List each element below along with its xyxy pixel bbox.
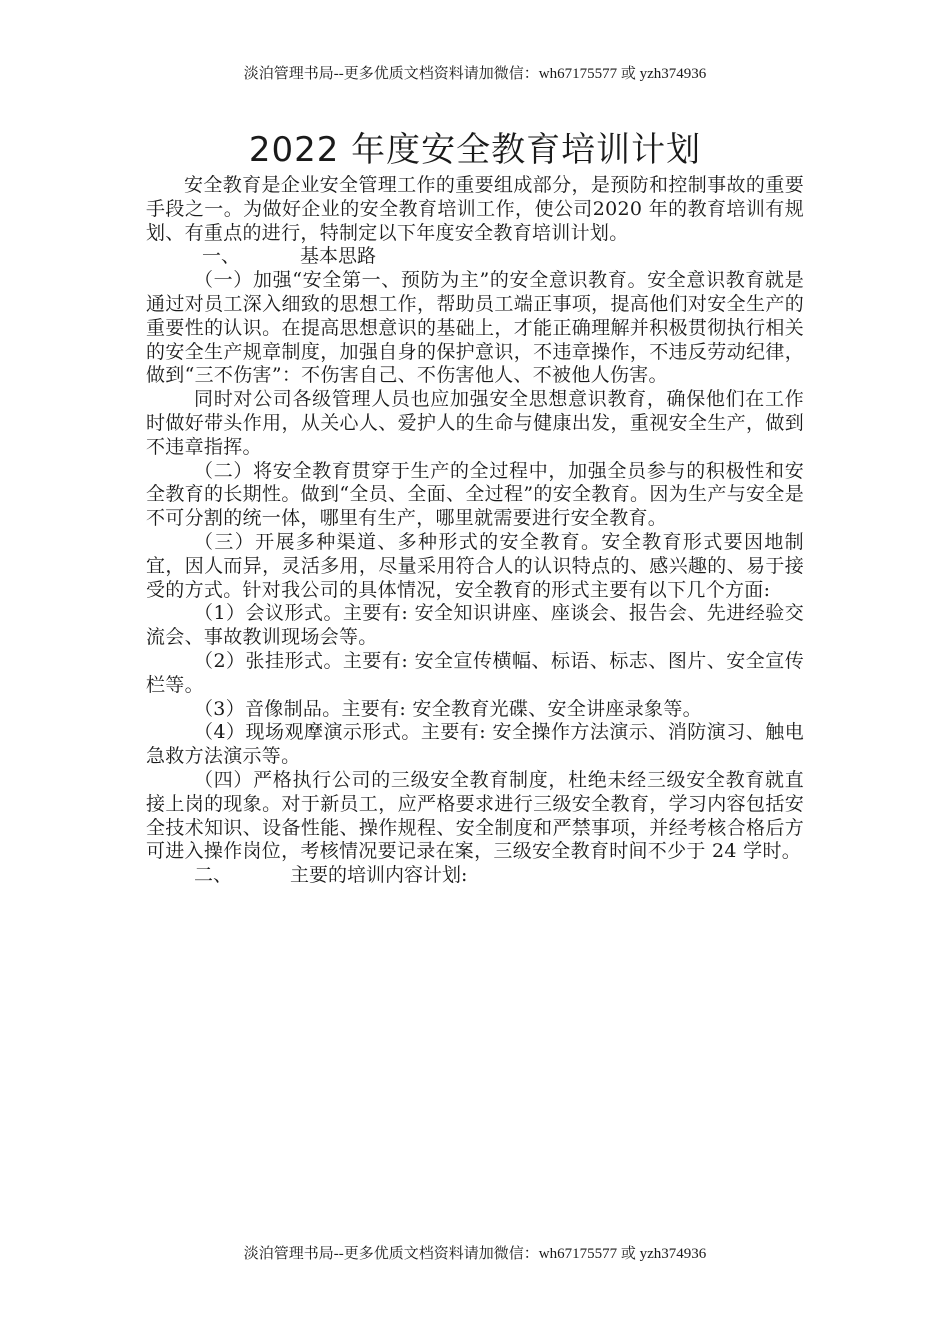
section-heading-2	[146, 864, 804, 888]
paragraph-whole-process: （二）将安全教育贯穿于生产的全过程中，加强全员参与的积极性和安全教育的长期性。做到“全员、全面、全过程”的安全教育。因为生产与安全是不可分割的统一体，哪里有生产，哪里就需要进行安全教育。	[146, 459, 804, 530]
list-item-demonstration: （4）现场观摩演示形式。主要有: 安全操作方法演示、消防演习、触电急救方法演示等。	[146, 721, 804, 768]
page-header: 淡泊管理书局--更多优质文档资料请加微信：wh67175577 或 yzh374936	[243, 66, 707, 82]
document-body	[146, 128, 804, 888]
intro-paragraph: 安全教育是企业安全管理工作的重要组成部分，是预防和控制事故的重要手段之一。为做好企业的安全教育培训工作，使公司2020 年的教育培训有规划、有重点的进行，特制定以下年度安全教育培训计划。	[146, 174, 804, 244]
list-item-meeting: （1）会议形式。主要有: 安全知识讲座、座谈会、报告会、先进经验交流会、事故教训现场会等。	[146, 602, 804, 649]
document-title: 2022 年度安全教育培训计划	[248, 130, 702, 170]
paragraph-three-level: （四）严格执行公司的三级安全教育制度，杜绝未经三级安全教育就直接上岗的现象。对于新员工，应严格要求进行三级安全教育，学习内容包括安全技术知识、设备性能、操作规程、安全制度和严禁事项，并经考核合格后方可进入操作岗位，考核情况要记录在案，三级安全教育时间不少于 24 学时。	[146, 768, 804, 863]
list-item-posting: （2）张挂形式。主要有: 安全宣传横幅、标语、标志、图片、安全宣传栏等。	[146, 649, 804, 696]
paragraph-management: 同时对公司各级管理人员也应加强安全思想意识教育，确保他们在工作时做好带头作用，从关心人、爱护人的生命与健康出发，重视安全生产，做到不违章指挥。	[146, 388, 804, 458]
section-heading-1	[146, 245, 804, 269]
section-number-1: 一、	[202, 245, 241, 268]
section-title-1: 基本思路	[300, 245, 377, 268]
section-number-2: 二、	[194, 864, 233, 887]
paragraph-forms: （三）开展多种渠道、多种形式的安全教育。安全教育形式要因地制宜，因人而异，灵活多用，尽量采用符合人的认识特点的、感兴趣的、易于接受的方式。针对我公司的具体情况，安全教育的形式主要有以下几个方面:	[146, 530, 804, 601]
paragraph-awareness: （一）加强“安全第一、预防为主”的安全意识教育。安全意识教育就是通过对员工深入细致的思想工作，帮助员工端正事项，提高他们对安全生产的重要性的认识。在提高思想意识的基础上，才能正确理解并积极贯彻执行相关的安全生产规章制度，加强自身的保护意识，不违章操作，不违反劳动纪律，做到“三不伤害”：不伤害自己、不伤害他人、不被他人伤害。	[146, 269, 804, 387]
page-footer: 淡泊管理书局--更多优质文档资料请加微信：wh67175577 或 yzh374936	[243, 1246, 707, 1262]
list-item-media: （3）音像制品。主要有: 安全教育光碟、安全讲座录象等。	[194, 697, 702, 720]
section-title-2: 主要的培训内容计划:	[290, 864, 468, 887]
